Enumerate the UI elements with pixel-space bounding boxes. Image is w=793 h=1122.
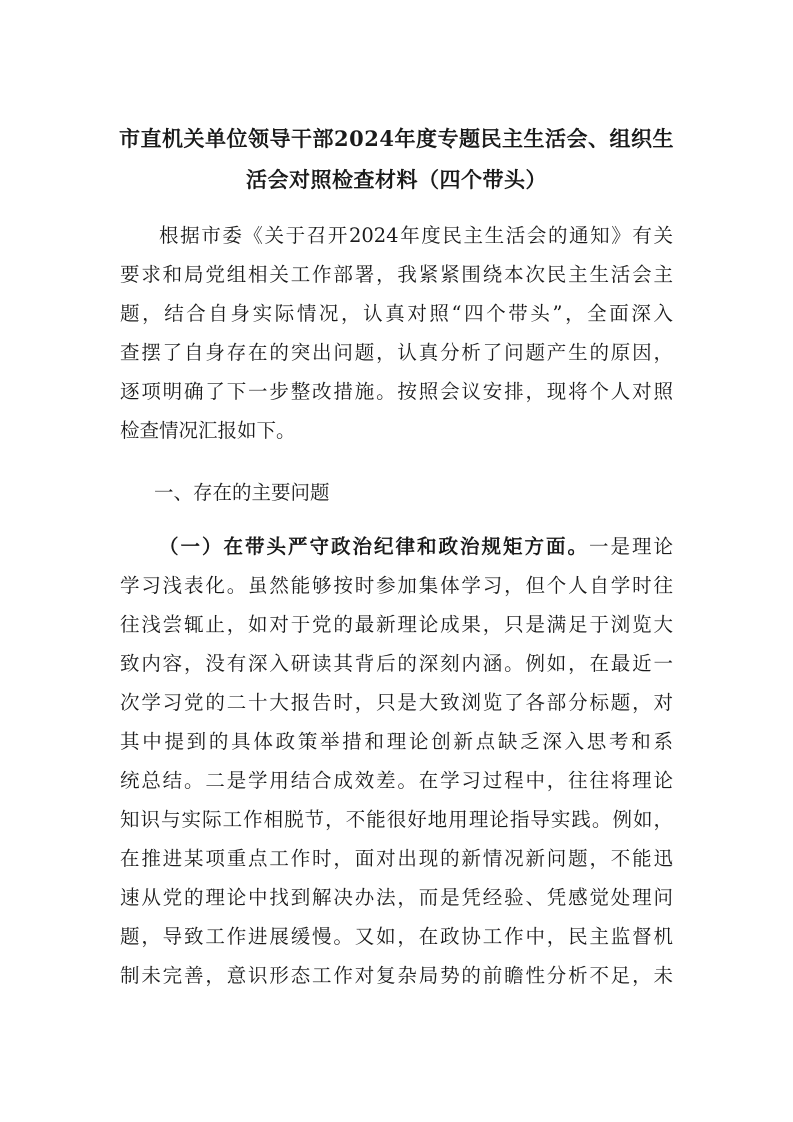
section1-line-1 <box>120 527 673 566</box>
intro-line-6: 检查情况汇报如下。 <box>120 419 296 442</box>
section1-line-3: 往浅尝辄止，如对于党的最新理论成果，只是满足于浏览大 <box>120 613 673 636</box>
title-line-2: 活会对照检查材料（四个带头） <box>246 167 547 192</box>
section1-line-2: 学习浅表化。虽然能够按时参加集体学习，但个人自学时往 <box>120 574 673 597</box>
intro-line-3: 题，结合自身实际情况，认真对照“四个带头”，全面深入 <box>120 302 673 325</box>
section1-line-9: 在推进某项重点工作时，面对出现的新情况新问题，不能迅 <box>120 847 673 870</box>
section1-first-line-rest: 一是理论 <box>588 535 673 558</box>
section1-line-12: 制未完善，意识形态工作对复杂局势的前瞻性分析不足，未 <box>120 964 673 987</box>
section1-subheading: （一）在带头严守政治纪律和政治规矩方面。 <box>159 535 589 558</box>
section1-line-4: 致内容，没有深入研读其背后的深刻内涵。例如，在最近一 <box>120 652 673 675</box>
section1-line-11: 题，导致工作进展缓慢。又如，在政协工作中，民主监督机 <box>120 925 673 948</box>
section-heading-1: 一、存在的主要问题 <box>154 481 330 504</box>
intro-paragraph <box>120 216 673 450</box>
section1-line-6: 其中提到的具体政策举措和理论创新点缺乏深入思考和系 <box>120 730 673 753</box>
intro-line-5: 逐项明确了下一步整改措施。按照会议安排，现将个人对照 <box>120 380 673 403</box>
section1-line-8: 知识与实际工作相脱节，不能很好地用理论指导实践。例如， <box>120 808 673 831</box>
title-line-1: 市直机关单位领导干部2024年度专题民主生活会、组织生 <box>119 126 674 151</box>
section1-paragraph <box>120 527 673 995</box>
intro-line-1: 根据市委《关于召开2024年度民主生活会的通知》有关 <box>159 224 673 247</box>
section1-line-5: 次学习党的二十大报告时，只是大致浏览了各部分标题，对 <box>120 691 673 714</box>
intro-line-4: 查摆了自身存在的突出问题，认真分析了问题产生的原因， <box>120 341 673 364</box>
intro-line-2: 要求和局党组相关工作部署，我紧紧围绕本次民主生活会主 <box>120 263 673 286</box>
document-title <box>110 118 683 200</box>
section1-line-10: 速从党的理论中找到解决办法，而是凭经验、凭感觉处理问 <box>120 886 673 909</box>
section1-line-7: 统总结。二是学用结合成效差。在学习过程中，往往将理论 <box>120 769 673 792</box>
